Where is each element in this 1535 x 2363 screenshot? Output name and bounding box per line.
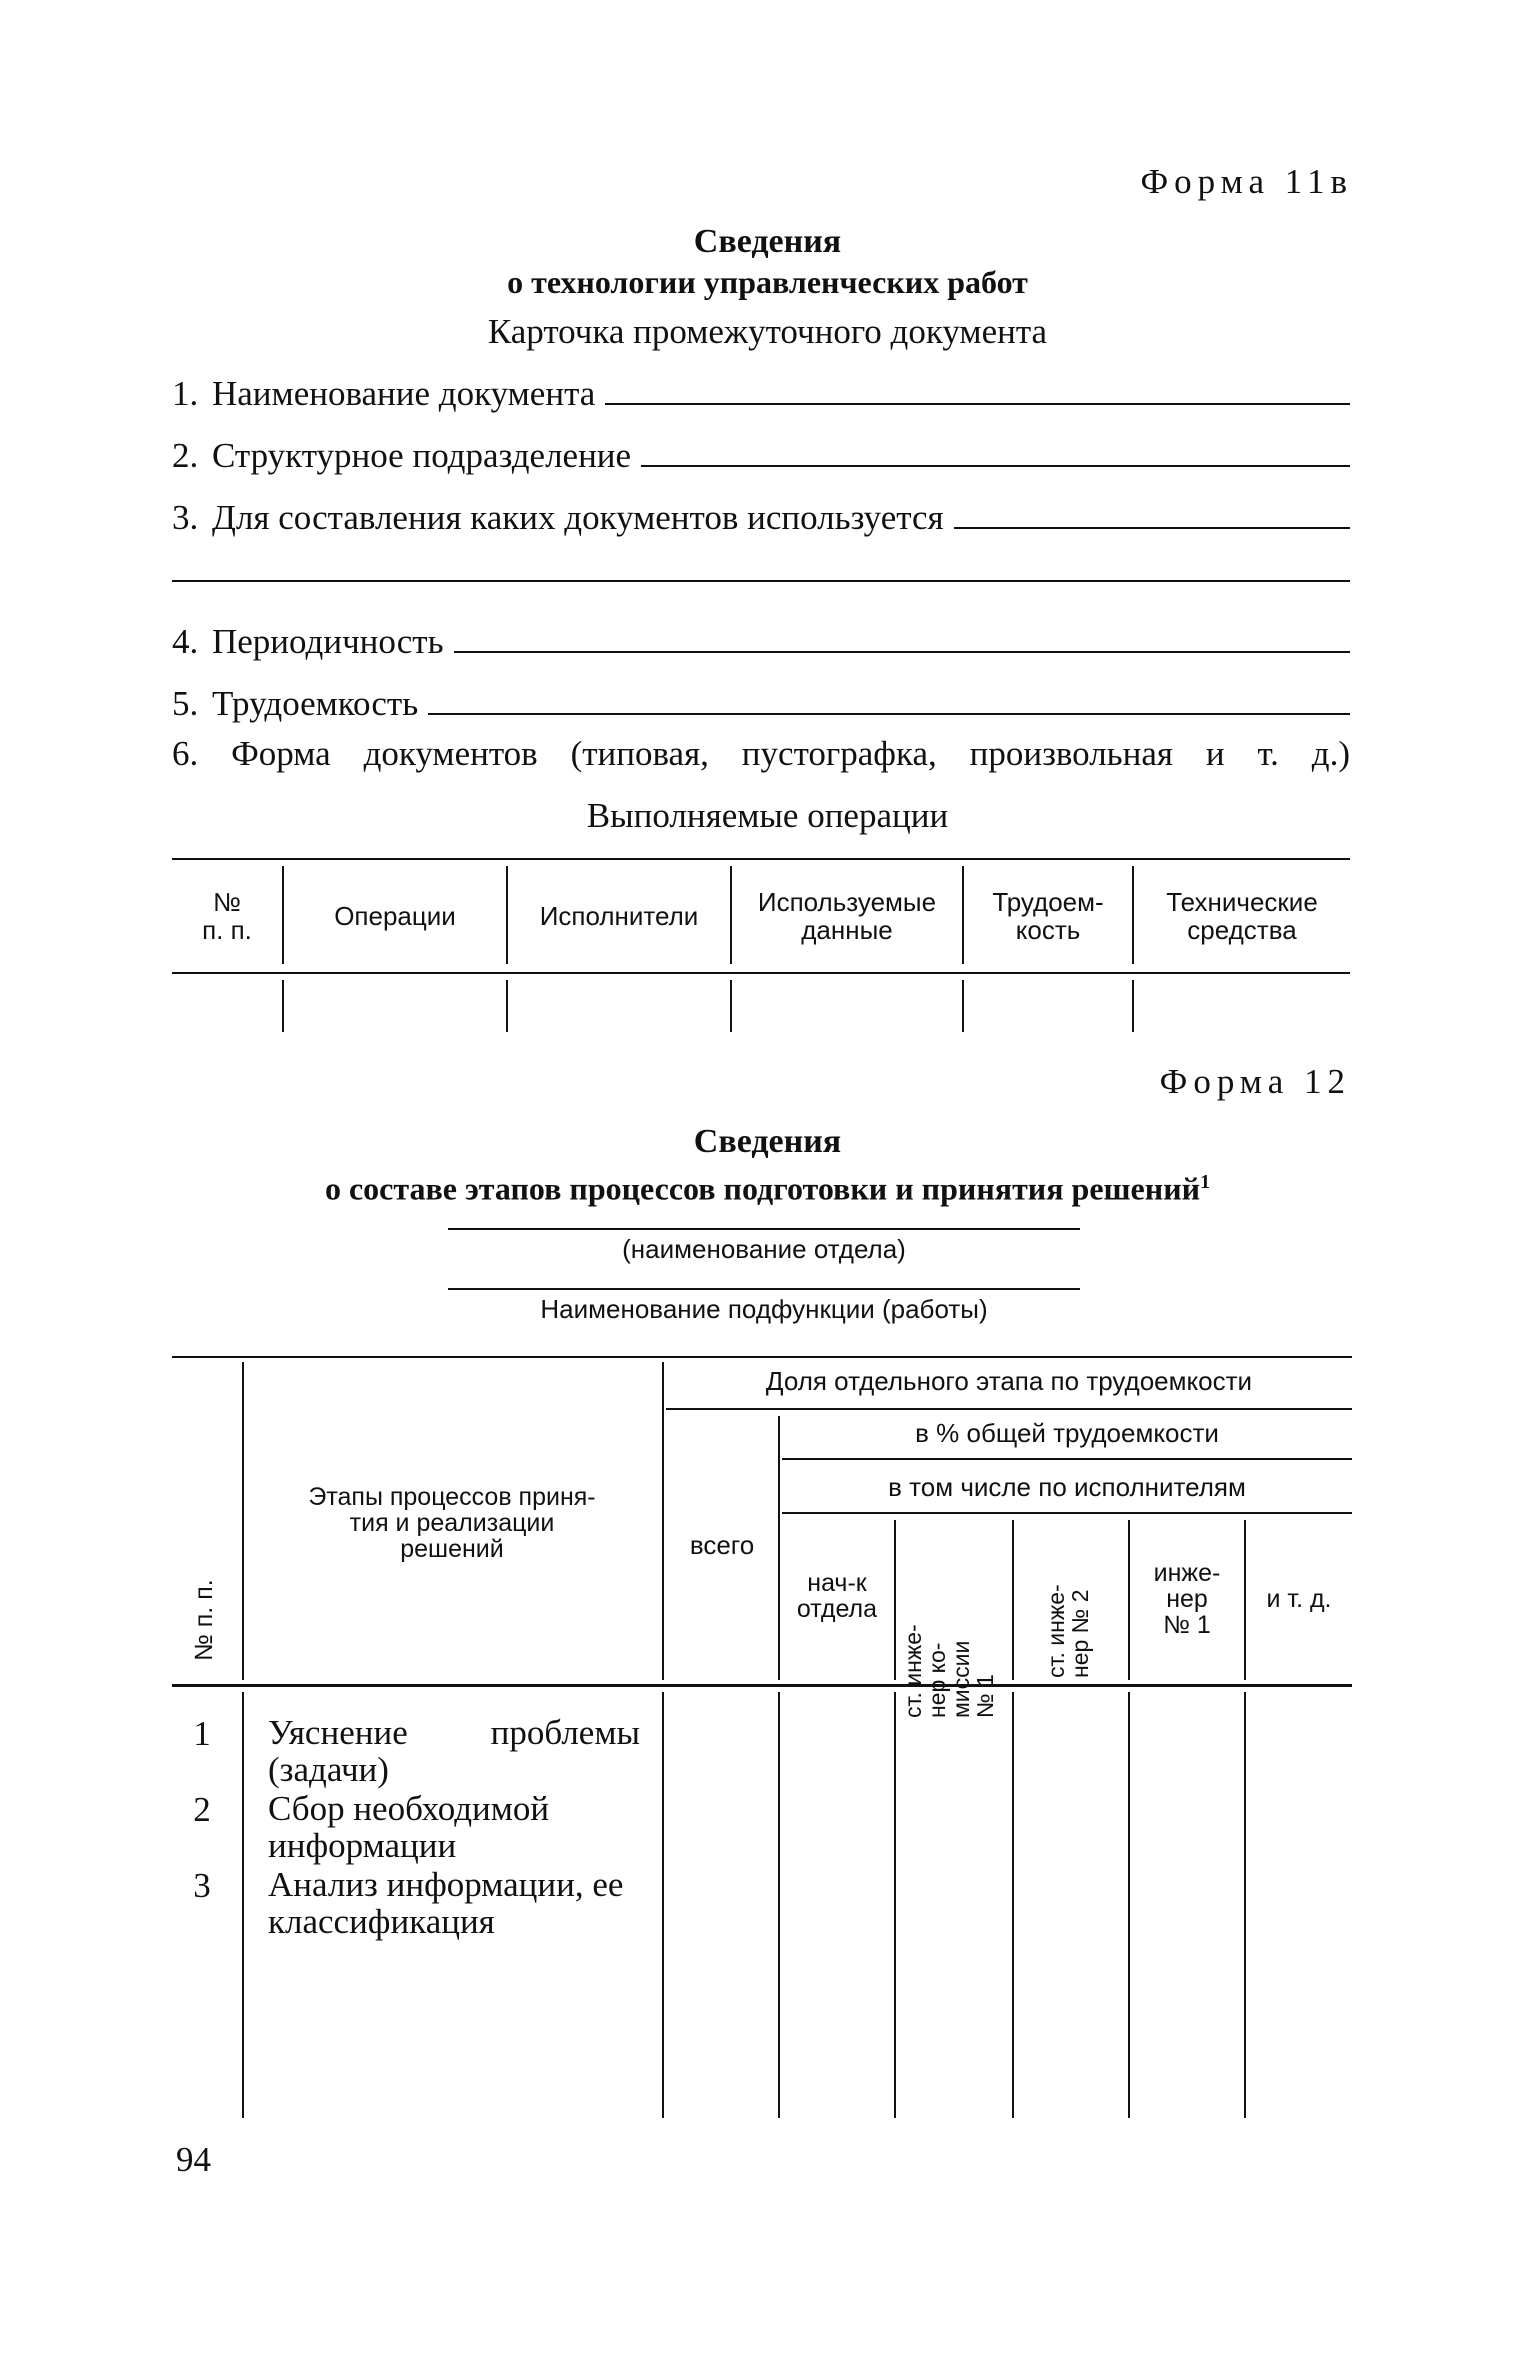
- stages-col-total: всего: [689, 1530, 755, 1560]
- form-11v-title-line2: о технологии управленческих работ: [507, 264, 1028, 300]
- stages-body-divider: [778, 1692, 780, 2118]
- department-fill-line[interactable]: [448, 1228, 1080, 1230]
- fill-line: [641, 465, 1350, 467]
- stage-row-text: Сбор необходимой информации: [268, 1789, 550, 1865]
- field-periodicity[interactable]: [172, 618, 1350, 662]
- stages-body-divider: [662, 1692, 664, 2118]
- stage-row-text: Анализ информации, ее классификация: [268, 1865, 624, 1941]
- field-number: 2.: [172, 436, 199, 475]
- form-12-title-text: о составе этапов процессов подготовки и принятия решений: [324, 1170, 1201, 1207]
- share-header-rule: [666, 1408, 1352, 1410]
- field-label: Наименование документа: [212, 374, 596, 413]
- fill-line: [428, 713, 1350, 715]
- fill-line: [605, 403, 1350, 405]
- stages-col-divider: [662, 1362, 664, 1680]
- ops-col-operations: Операции: [334, 901, 456, 931]
- stages-body-divider: [1244, 1692, 1246, 2118]
- field-used-for-documents[interactable]: [172, 494, 1350, 538]
- stages-col-by-performer: в том числе по исполнителям: [888, 1472, 1246, 1502]
- operations-title: Выполняемые операции: [586, 796, 949, 835]
- field-number: 3.: [172, 498, 199, 537]
- stages-col-divider: [1012, 1520, 1014, 1680]
- stages-table-top-rule: [172, 1356, 1352, 1358]
- page-number: 94: [176, 2140, 211, 2179]
- field-label: Структурное подразделение: [212, 436, 632, 475]
- stages-col-divider: [242, 1362, 244, 1680]
- ops-col-divider: [1132, 980, 1134, 1032]
- field-3-continuation-line: [172, 580, 1350, 582]
- stages-col-head: нач-к отдела: [796, 1569, 878, 1623]
- form-11v-title-line1: Сведения: [693, 223, 842, 260]
- ops-col-divider: [962, 980, 964, 1032]
- form-12-title-line2: [0, 1162, 1535, 1209]
- stage-row-text: Уяснение проблемы (задачи): [268, 1713, 640, 1789]
- stages-col-divider: [778, 1416, 780, 1680]
- stages-body-divider: [1128, 1692, 1130, 2118]
- stages-col-etc: и т. д.: [1266, 1585, 1332, 1613]
- field-label: Трудоемкость: [212, 684, 419, 723]
- ops-col-divider: [506, 980, 508, 1032]
- field-labor-intensity[interactable]: [172, 680, 1350, 724]
- ops-col-divider: [282, 980, 284, 1032]
- fill-line: [454, 651, 1350, 653]
- form-11v-label: Форма 11в: [1140, 162, 1353, 201]
- subfunction-fill-line[interactable]: [448, 1288, 1080, 1290]
- ops-col-used-data: Используемые данные: [757, 887, 937, 945]
- field-number: 1.: [172, 374, 199, 413]
- field-document-name[interactable]: [172, 370, 1350, 414]
- ops-table-header-rule: [172, 972, 1350, 974]
- ops-col-number: № п. п.: [202, 887, 252, 945]
- stages-col-engineer-1: инже- нер № 1: [1153, 1559, 1221, 1639]
- row-number: 1: [193, 1714, 211, 1753]
- ops-col-labor: Трудоем- кость: [992, 887, 1104, 945]
- stages-body-divider: [242, 1692, 244, 2118]
- field-label: Для составления каких документов используется: [212, 498, 944, 537]
- percent-header-rule: [782, 1458, 1352, 1460]
- ops-col-technical-means: Технические средства: [1166, 887, 1318, 945]
- fill-line: [954, 527, 1350, 529]
- performer-header-rule: [782, 1512, 1352, 1514]
- stages-col-number: № п. п.: [190, 1579, 218, 1661]
- ops-table-top-rule: [172, 858, 1350, 860]
- ops-col-divider: [730, 980, 732, 1032]
- field-number: 4.: [172, 622, 199, 661]
- stages-col-divider: [894, 1520, 896, 1680]
- field-number: 5.: [172, 684, 199, 723]
- field-document-form: 6. Форма документов (типовая, пустографка, произвольная и т. д.): [172, 734, 1350, 773]
- row-number: 3: [193, 1866, 211, 1905]
- stages-body-divider: [894, 1692, 896, 2118]
- stages-body-divider: [1012, 1692, 1014, 2118]
- stages-col-share: Доля отдельного этапа по трудоемкости: [765, 1366, 1253, 1396]
- ops-col-performers: Исполнители: [539, 901, 699, 931]
- card-title: Карточка промежуточного документа: [487, 312, 1048, 351]
- field-label: Периодичность: [212, 622, 444, 661]
- stages-col-stages: Этапы процессов приня- тия и реализации решений: [308, 1483, 596, 1563]
- footnote-mark: 1: [1200, 1171, 1211, 1193]
- stages-col-percent: в % общей трудоемкости: [915, 1418, 1219, 1448]
- form-12-title-line1: Сведения: [693, 1123, 842, 1160]
- stages-col-senior-eng-commission: ст. инже- нер ко- миссии № 1: [900, 1624, 998, 1718]
- stages-table-header-rule: [172, 1684, 1352, 1687]
- form-12-label: Форма 12: [1159, 1062, 1351, 1101]
- stages-col-senior-eng-2: ст. инже- нер № 2: [1043, 1584, 1093, 1678]
- subfunction-caption: Наименование подфункции (работы): [540, 1294, 988, 1324]
- department-caption: (наименование отдела): [622, 1234, 906, 1264]
- row-number: 2: [193, 1790, 211, 1829]
- field-structural-unit[interactable]: [172, 432, 1350, 476]
